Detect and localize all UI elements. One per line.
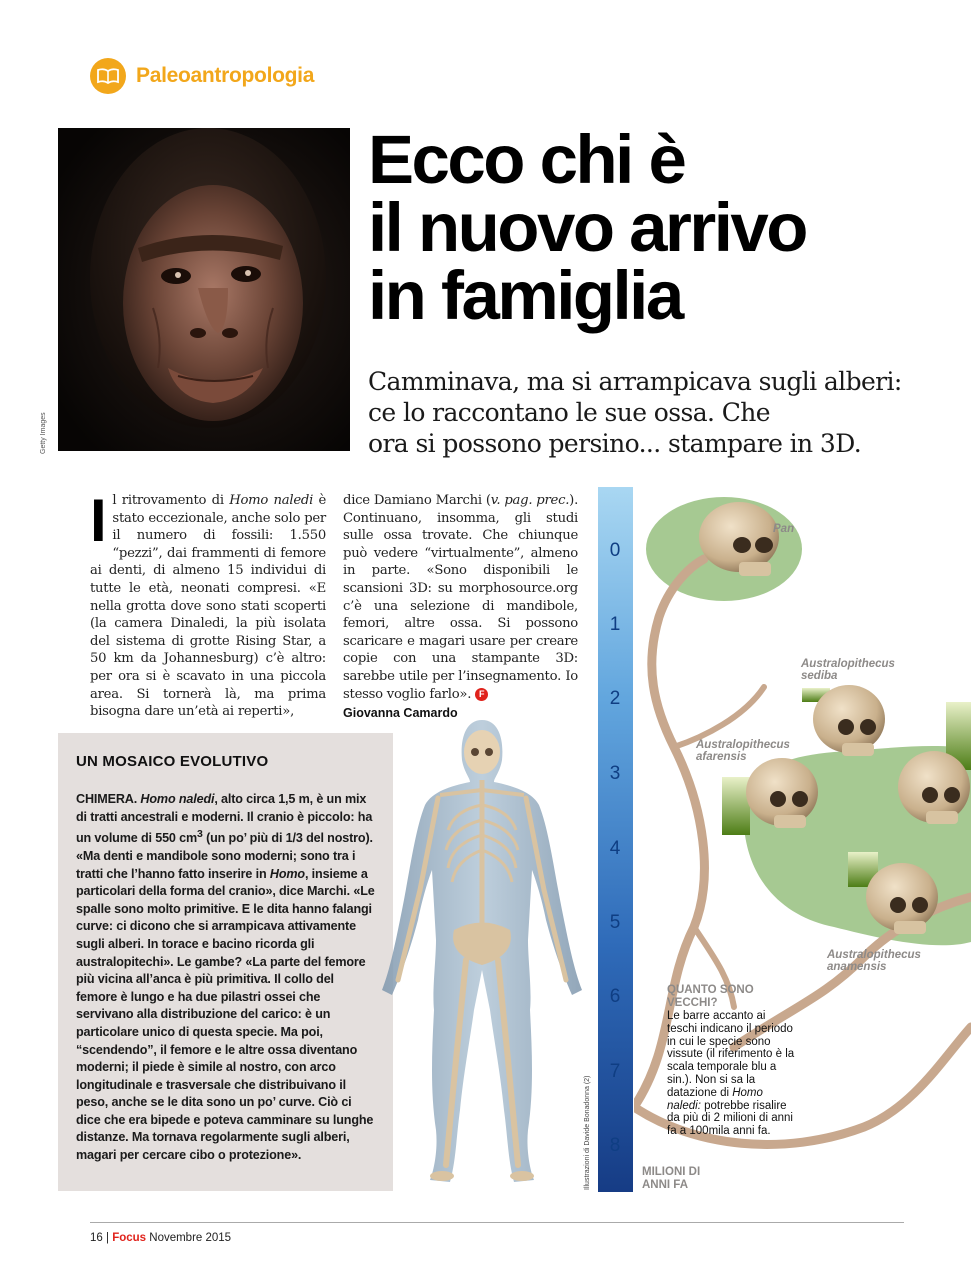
skull-icon (813, 685, 885, 756)
box-title: UN MOSAICO EVOLUTIVO (76, 753, 269, 770)
photo-credit: Getty Images (40, 412, 47, 454)
end-mark-icon: F (475, 688, 488, 701)
deck-line: Camminava, ma si arrampicava sugli alberi: (368, 367, 902, 396)
species-name: Homo naledi (229, 493, 314, 508)
time-scale-tick: 2 (609, 688, 621, 709)
time-scale-tick: 1 (609, 614, 621, 635)
genus-name: Homo (269, 866, 305, 881)
page-footer (90, 1232, 231, 1244)
species-label-afarensis: Australopithecus afarensis (696, 739, 790, 763)
time-scale-tick: 5 (609, 912, 621, 933)
box-text (76, 791, 376, 1165)
box-text-run: , insieme a particolari della forma del cranio», dice Marchi. «Le spalle sono molto primitive. E le dita hanno falangi curve: ci dicono che si arrampicava attivamente sugli alberi. In torace e bacino ricorda gli australopitechi». Le gambe? «La parte del femore più vicina all’anca è più primitiva. Il collo del femore è lungo e ha due pilastri ossei che servivano alla distribuzione del carico: è un particolare unico di questa specie. Ma poi, “scendendo”, il femore e le altre ossa diventano moderni; il piede è simile al nostro, con arco longitudinale e trasversale che distribuivano il peso, anche se le dita sono un po’ curve. Ciò ci dice che era bipede e poteva camminare su lunghe distanze. Ma tornava regolarmente sugli alberi, magari per cercare cibo o protezione». (76, 866, 375, 1163)
issue-date: Novembre 2015 (146, 1232, 232, 1244)
box-text-run: (un po’ più di 1/3 del nostro). «Ma denti e mandibole sono moderni; sono tra i tratti che l’hanno fatto inserire in (76, 831, 373, 881)
species-label-sediba: Australopithecus sediba (801, 658, 895, 682)
deck-line: ora si possono persino... stampare in 3D. (368, 429, 862, 458)
species-name: Homo naledi (140, 792, 215, 806)
headline-line: il nuovo arrivo (368, 189, 806, 266)
page-number: 16 (90, 1232, 103, 1244)
author-byline: Giovanna Camardo (343, 706, 458, 721)
article-text: è stato eccezionale, anche solo per il numero di fossili: 1.550 “pezzi”, dai frammenti di femore ai denti, di almeno 15 individui di tutte le età, neonati compresi. «E nella grotta dove sono stati scoperti (la camera Dinaledi, la più isolata del sistema di grotte Rising Star, a 50 km da Johannesburg) c’è altro: per ora si è scavato in una piccola area. Si tornerà là, ma prima bisogna dare un’età ai reperti», (90, 493, 327, 720)
magazine-brand: Focus (112, 1232, 147, 1244)
time-scale-tick: 0 (609, 540, 621, 561)
page-reference: v. pag. prec. (490, 493, 570, 508)
deck (368, 366, 928, 459)
headline (368, 121, 958, 334)
sidebar-box (58, 733, 393, 1191)
headline-line: Ecco chi è (368, 121, 685, 198)
skeleton-illustration (370, 710, 595, 1195)
superscript: 3 (197, 828, 203, 841)
article-text: dice Damiano Marchi ( (343, 493, 491, 508)
box-text-run: , alto circa 1,5 m, è un mix di tratti ancestrali e moderni. Il cranio è piccolo: ha un volume di 550 cm (76, 792, 373, 846)
section-label: Paleoantropologia (136, 64, 315, 87)
time-scale-tick: 6 (609, 986, 621, 1007)
hominin-face-photo (58, 128, 350, 451)
age-note-title: QUANTO SONO VECCHI? (667, 984, 754, 1009)
headline-line: in famiglia (368, 257, 682, 334)
article-column-1 (90, 487, 327, 721)
open-book-icon (90, 58, 126, 94)
box-lead: CHIMERA. (76, 792, 141, 806)
footer-rule (90, 1222, 904, 1223)
drop-cap: I (90, 487, 107, 554)
deck-line: ce lo raccontano le sue ossa. Che (368, 398, 770, 427)
time-scale-tick: 3 (609, 763, 621, 784)
time-scale-tick: 4 (609, 838, 621, 859)
footer-separator: | (102, 1232, 113, 1244)
article-text: l ritrovamento di (112, 493, 230, 508)
species-label-anamensis: Australopithecus anamensis (827, 949, 921, 973)
species-label-pan: Pan (773, 523, 795, 535)
illustration-credit: Illustrazioni di Davide Bonadonna (2) (584, 1075, 591, 1190)
time-scale-unit: MILIONI DI ANNI FA (642, 1166, 701, 1191)
section-header (90, 56, 314, 96)
time-scale-tick: 7 (609, 1061, 621, 1082)
article-text: ). Continuano, insomma, gli studi sulle ossa trovate. Che chiunque può vedere “virtualmente”, almeno in parte. «Sono disponibili le scansioni 3D: su morphosource.org c’è una selezione di mandibole, femori, altre ossa. Si possono scaricare e magari usare per creare copie con una stampante 3D: sarebbe utile per l’insegnamento. Io stesso voglio farlo». (343, 493, 579, 702)
age-note-text: Le barre accanto ai teschi indicano il periodo in cui le specie sono vissute (il riferimento è la scala temporale blu a sin.). Non si sa la datazione di Homo naledi: potrebbe risalire da più di 2 milioni di anni fa a 100mila anni fa. (667, 1010, 795, 1138)
article-column-2 (343, 492, 578, 723)
time-scale-tick: 8 (609, 1135, 621, 1156)
